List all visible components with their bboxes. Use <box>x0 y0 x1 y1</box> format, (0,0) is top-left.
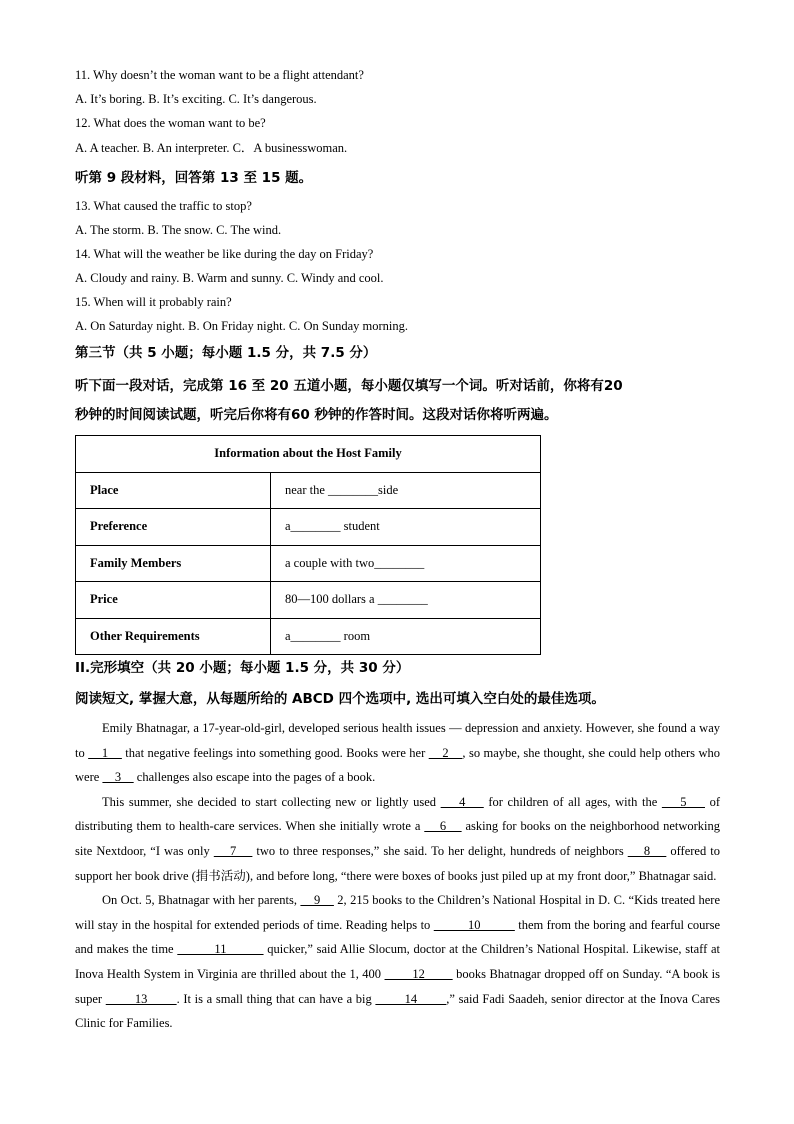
table-row <box>76 509 541 546</box>
row-label: Preference <box>76 509 271 546</box>
passage-text: challenges also escape into the pages of a book. <box>133 770 376 785</box>
passage-text: This summer, she decided to start collecting new or lightly used <box>102 794 441 809</box>
blank-13: 13 <box>105 991 177 1006</box>
part-2-title: II.完形填空（共 20 小题；每小题 1.5 分，共 30 分） <box>75 660 410 676</box>
question-14: 14. What will the weather be like during the day on Friday? <box>75 247 374 261</box>
passage-text: ,” said Fadi Saadeh, senior director at the Inova Cares Clinic for Families. <box>75 991 721 1031</box>
part-2-instruction: 阅读短文, 掌握大意，从每题所给的 ABCD 四个选项中, 选出可填入空白处的最佳选项。 <box>75 691 605 707</box>
blank-14: 14 <box>375 991 447 1006</box>
host-family-table <box>75 435 541 655</box>
section-3-instruction-line-2: 秒钟的时间阅读试题，听完后你将有60 秒钟的作答时间。这段对话你将听两遍。 <box>75 407 558 423</box>
question-15: 15. When will it probably rain? <box>75 295 232 309</box>
row-value: near the ________side <box>271 472 541 509</box>
row-value: a________ room <box>271 618 541 655</box>
passage-text: 2, 215 books to the Children’s National Hospital in D. C. “Kids treated here will stay in the hospital for extended periods of time. Reading helps to <box>75 893 720 932</box>
question-15-options: A. On Saturday night. B. On Friday night. C. On Sunday morning. <box>75 319 408 333</box>
blank-9: 9 <box>300 893 334 908</box>
passage-text: that negative feelings into something good. Books were her <box>121 745 429 760</box>
row-value: 80—100 dollars a ________ <box>271 582 541 619</box>
blank-2: 2 <box>428 745 463 760</box>
row-label: Family Members <box>76 545 271 582</box>
row-value: a________ student <box>271 509 541 546</box>
blank-5: 5 <box>661 794 705 809</box>
question-13: 13. What caused the traffic to stop? <box>75 199 252 213</box>
blank-3: 3 <box>102 770 134 785</box>
passage-text: On Oct. 5, Bhatnagar with her parents, <box>102 893 301 908</box>
section-9-heading: 听第 9 段材料，回答第 13 至 15 题。 <box>75 170 313 186</box>
row-label: Other Requirements <box>76 618 271 655</box>
question-11-options: A. It’s boring. B. It’s exciting. C. It’s dangerous. <box>75 92 317 106</box>
blank-4: 4 <box>440 794 484 809</box>
blank-6: 6 <box>424 819 462 834</box>
passage-text: . It is a small thing that can have a big <box>176 991 376 1006</box>
question-13-options: A. The storm. B. The snow. C. The wind. <box>75 223 282 237</box>
passage-text: them from the boring and fearful course and makes the time <box>75 917 721 957</box>
passage-text: , so maybe, she thought, she could help others who were <box>75 745 721 785</box>
passage-text: for children of all ages, with the <box>483 794 662 809</box>
row-label: Price <box>76 582 271 619</box>
table-row <box>76 545 541 582</box>
passage-text: books Bhatnagar dropped off on Sunday. “A book is super <box>75 966 721 1006</box>
passage-paragraph-1 <box>75 716 720 790</box>
table-row <box>76 618 541 655</box>
passage-text: of distributing them to health-care services. When she initially wrote a <box>75 794 721 834</box>
blank-10: 10 <box>433 917 515 932</box>
blank-7: 7 <box>213 843 253 858</box>
passage-text: Emily Bhatnagar, a 17-year-old-girl, developed serious health issues — depression and anxiety. However, she found a way to <box>75 721 720 760</box>
blank-8: 8 <box>627 843 667 858</box>
question-14-options: A. Cloudy and rainy. B. Warm and sunny. C. Windy and cool. <box>75 271 384 285</box>
section-3-title: 第三节（共 5 小题；每小题 1.5 分，共 7.5 分） <box>75 345 377 361</box>
cloze-passage <box>75 716 720 1036</box>
table-title-row <box>76 436 541 473</box>
section-3-instruction-line-1: 听下面一段对话，完成第 16 至 20 五道小题，每小题仅填写一个词。听对话前，你将有20 <box>75 378 623 394</box>
row-label: Place <box>76 472 271 509</box>
blank-1: 1 <box>88 745 122 760</box>
row-value: a couple with two________ <box>271 545 541 582</box>
passage-text: two to three responses,” she said. To her delight, hundreds of neighbors <box>252 843 628 858</box>
passage-text: offered to support her book drive (捐书活动), and before long, “there were boxes of books just piled up at my front door,” Bhatnagar said. <box>75 843 720 883</box>
table-row <box>76 582 541 619</box>
passage-paragraph-3 <box>75 888 720 1036</box>
question-12-options: A. A teacher. B. An interpreter. C．A businesswoman. <box>75 141 348 155</box>
passage-paragraph-2 <box>75 790 720 888</box>
blank-12: 12 <box>384 966 453 981</box>
blank-11: 11 <box>177 942 264 957</box>
question-11: 11. Why doesn’t the woman want to be a flight attendant? <box>75 68 364 82</box>
table-title: Information about the Host Family <box>76 436 541 473</box>
table-row <box>76 472 541 509</box>
passage-text: asking for books on the neighborhood networking site Nextdoor, “I was only <box>75 819 721 858</box>
passage-text: quicker,” said Allie Slocum, doctor at the Children’s National Hospital. Likewise, staff at Inova Health System in Virginia are thrilled about the 1, 400 <box>75 942 720 981</box>
question-12: 12. What does the woman want to be? <box>75 116 266 130</box>
